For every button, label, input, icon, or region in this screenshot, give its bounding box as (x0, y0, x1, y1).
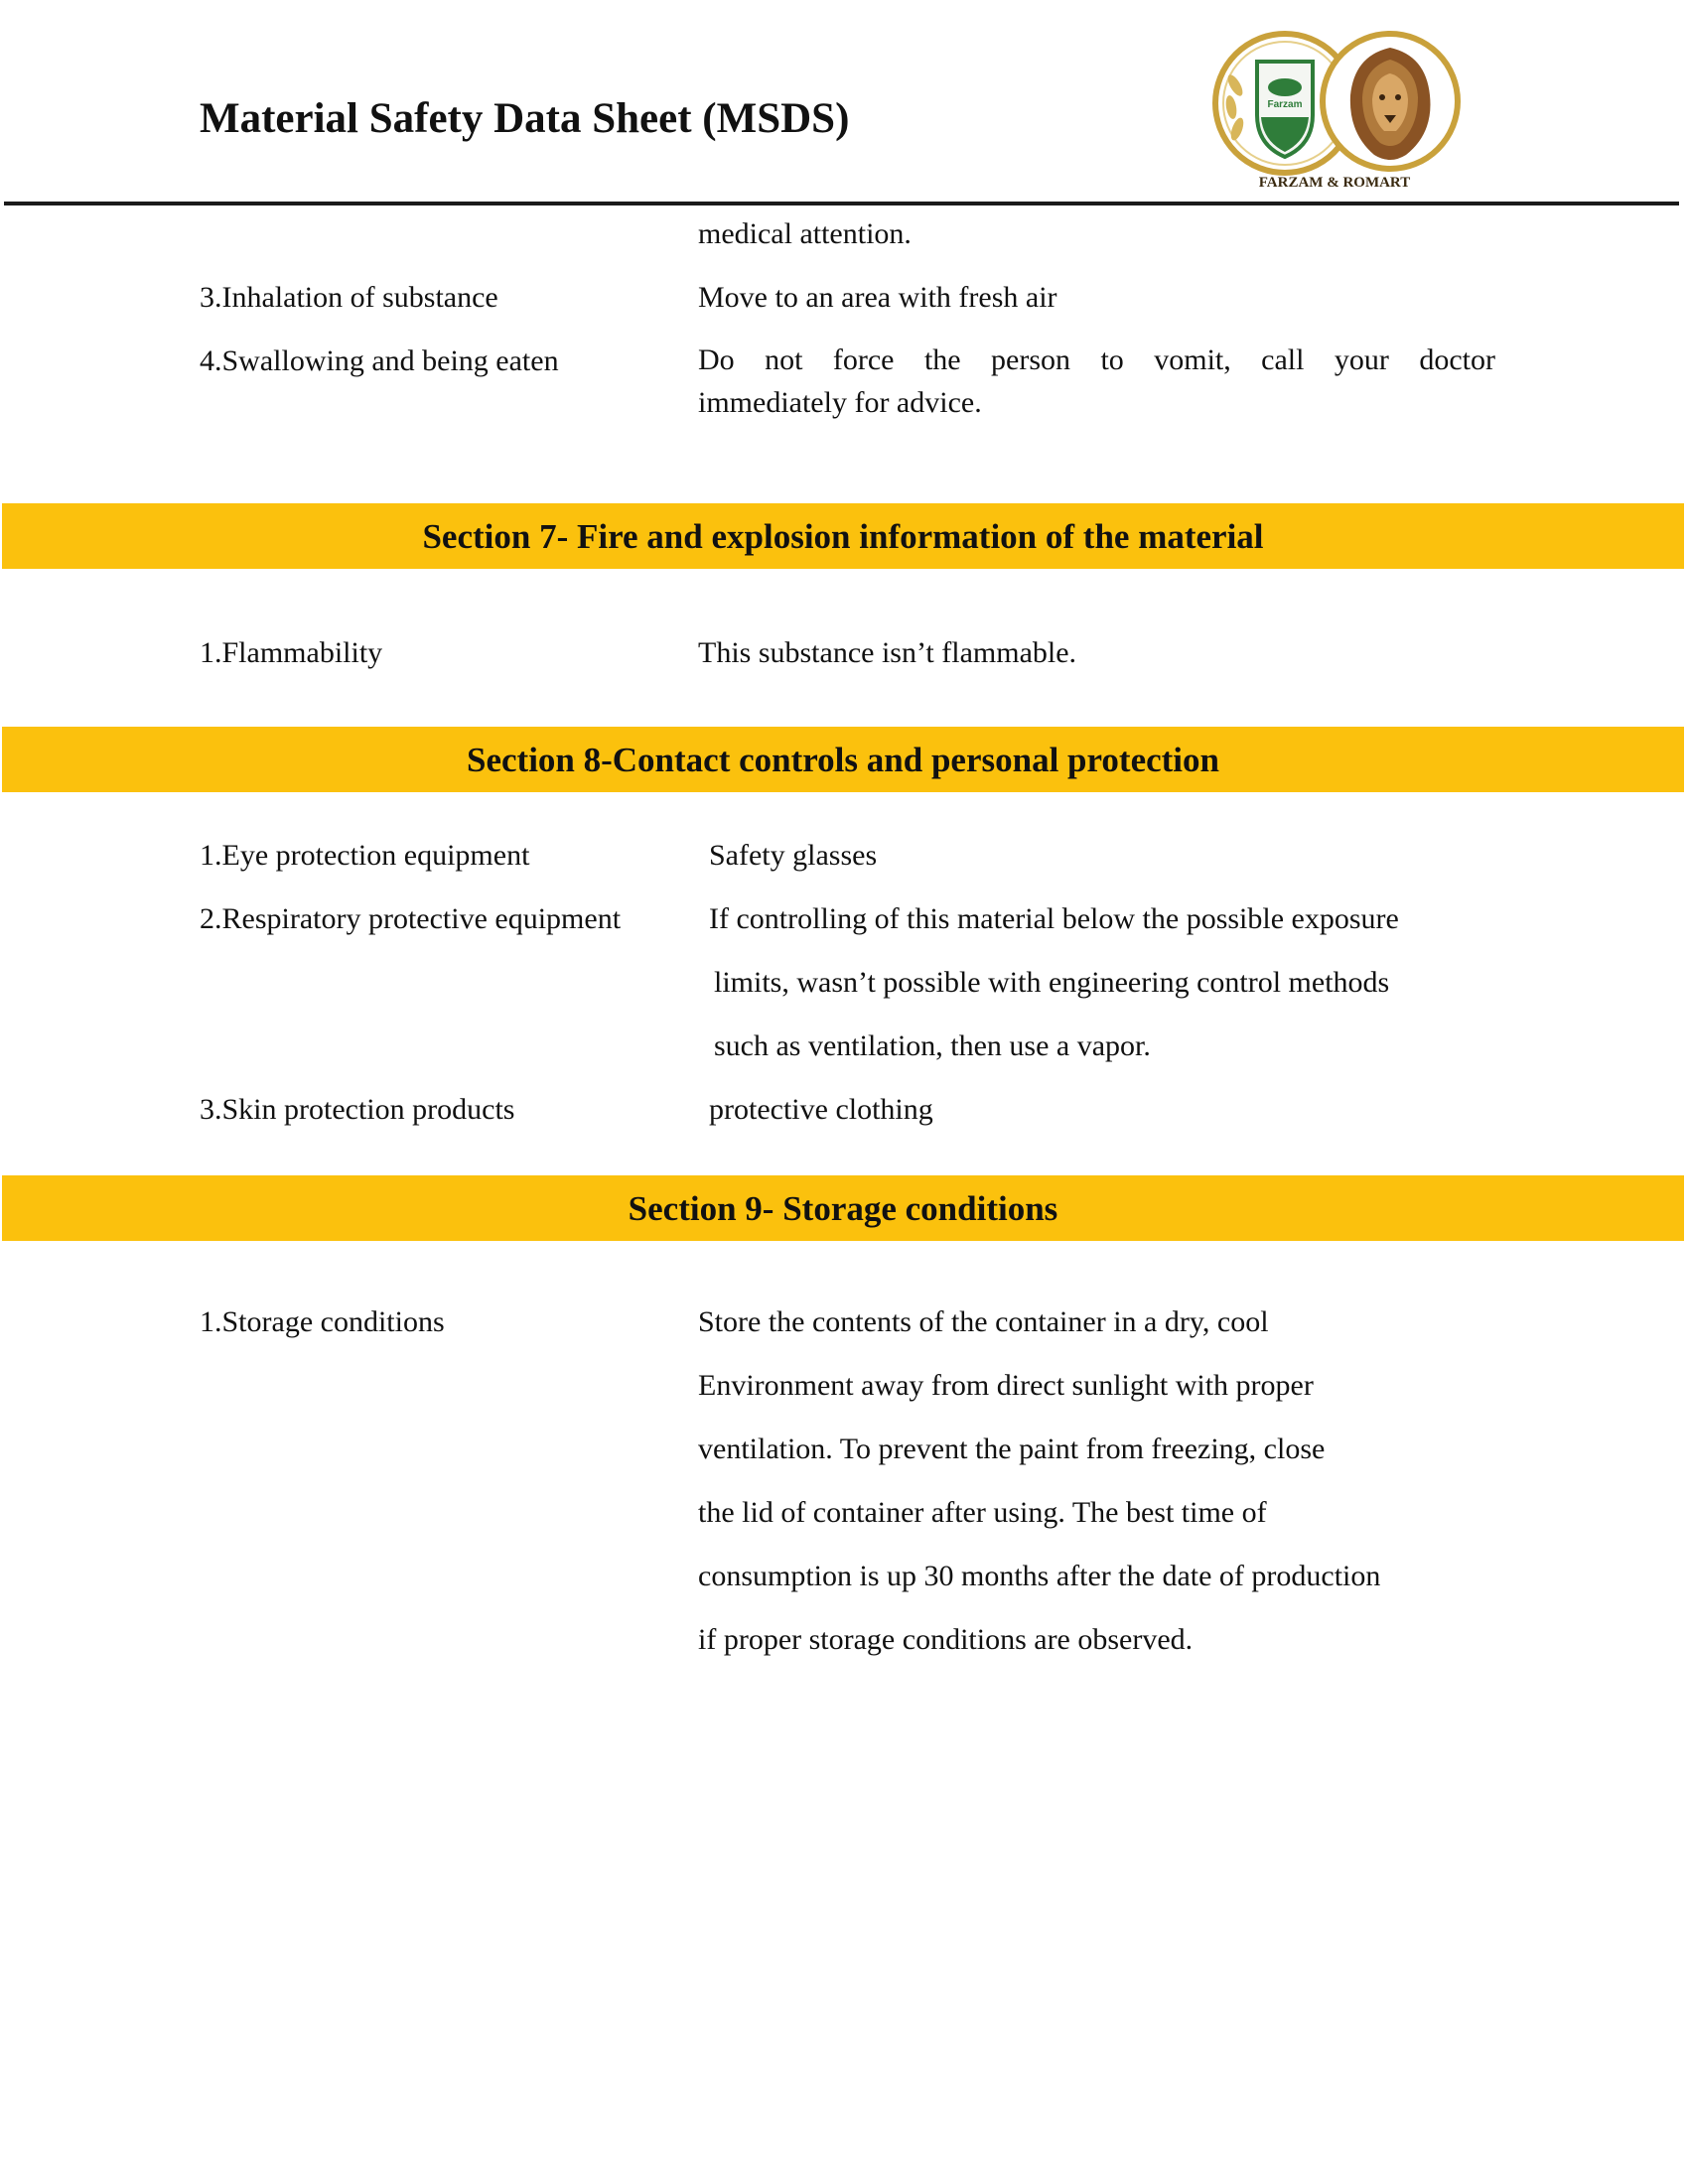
swallowing-value-line-2: immediately for advice. (698, 386, 982, 419)
lion-head-icon (1323, 34, 1458, 169)
company-logo (1205, 16, 1464, 195)
flammability-value: This substance isn’t flammable. (698, 636, 1077, 669)
inhalation-label: 3.Inhalation of substance (200, 281, 498, 314)
section-8-title: Section 8-Contact controls and personal protection (467, 740, 1219, 779)
storage-value-line-3: ventilation. To prevent the paint from freezing, close (698, 1433, 1326, 1465)
skin-protection-value: protective clothing (709, 1093, 933, 1126)
storage-value-line-1: Store the contents of the container in a dry, cool (698, 1305, 1269, 1338)
section-7-header (2, 503, 1684, 569)
carry-over-text: medical attention. (698, 217, 912, 250)
header-divider (4, 202, 1679, 205)
storage-label: 1.Storage conditions (200, 1305, 445, 1338)
inhalation-value: Move to an area with fresh air (698, 281, 1057, 314)
storage-value-line-4: the lid of container after using. The best time of (698, 1496, 1267, 1529)
section-8-header (2, 727, 1684, 792)
svg-text:Farzam: Farzam (1267, 99, 1303, 110)
eye-protection-label: 1.Eye protection equipment (200, 839, 530, 872)
storage-value-line-2: Environment away from direct sunlight with proper (698, 1369, 1314, 1402)
respiratory-value-line-3: such as ventilation, then use a vapor. (714, 1029, 1151, 1062)
respiratory-label: 2.Respiratory protective equipment (200, 902, 622, 935)
section-9-header (2, 1175, 1684, 1241)
swallowing-value-line-1: Do not force the person to vomit, call your doctor (698, 343, 1495, 376)
page-title: Material Safety Data Sheet (MSDS) (200, 95, 850, 142)
skin-protection-label: 3.Skin protection products (200, 1093, 515, 1126)
respiratory-value-line-1: If controlling of this material below the possible exposure (709, 902, 1399, 935)
respiratory-value-line-2: limits, wasn’t possible with engineering control methods (714, 966, 1390, 999)
section-9-title: Section 9- Storage conditions (628, 1188, 1058, 1228)
flammability-label: 1.Flammability (200, 636, 383, 669)
swallowing-label: 4.Swallowing and being eaten (200, 344, 559, 377)
storage-value-line-6: if proper storage conditions are observed. (698, 1623, 1194, 1656)
storage-value-line-5: consumption is up 30 months after the date of production (698, 1560, 1381, 1592)
eye-protection-value: Safety glasses (709, 839, 878, 872)
logo-caption: FARZAM & ROMART (1258, 175, 1411, 191)
section-7-title: Section 7- Fire and explosion information of the material (422, 516, 1264, 556)
